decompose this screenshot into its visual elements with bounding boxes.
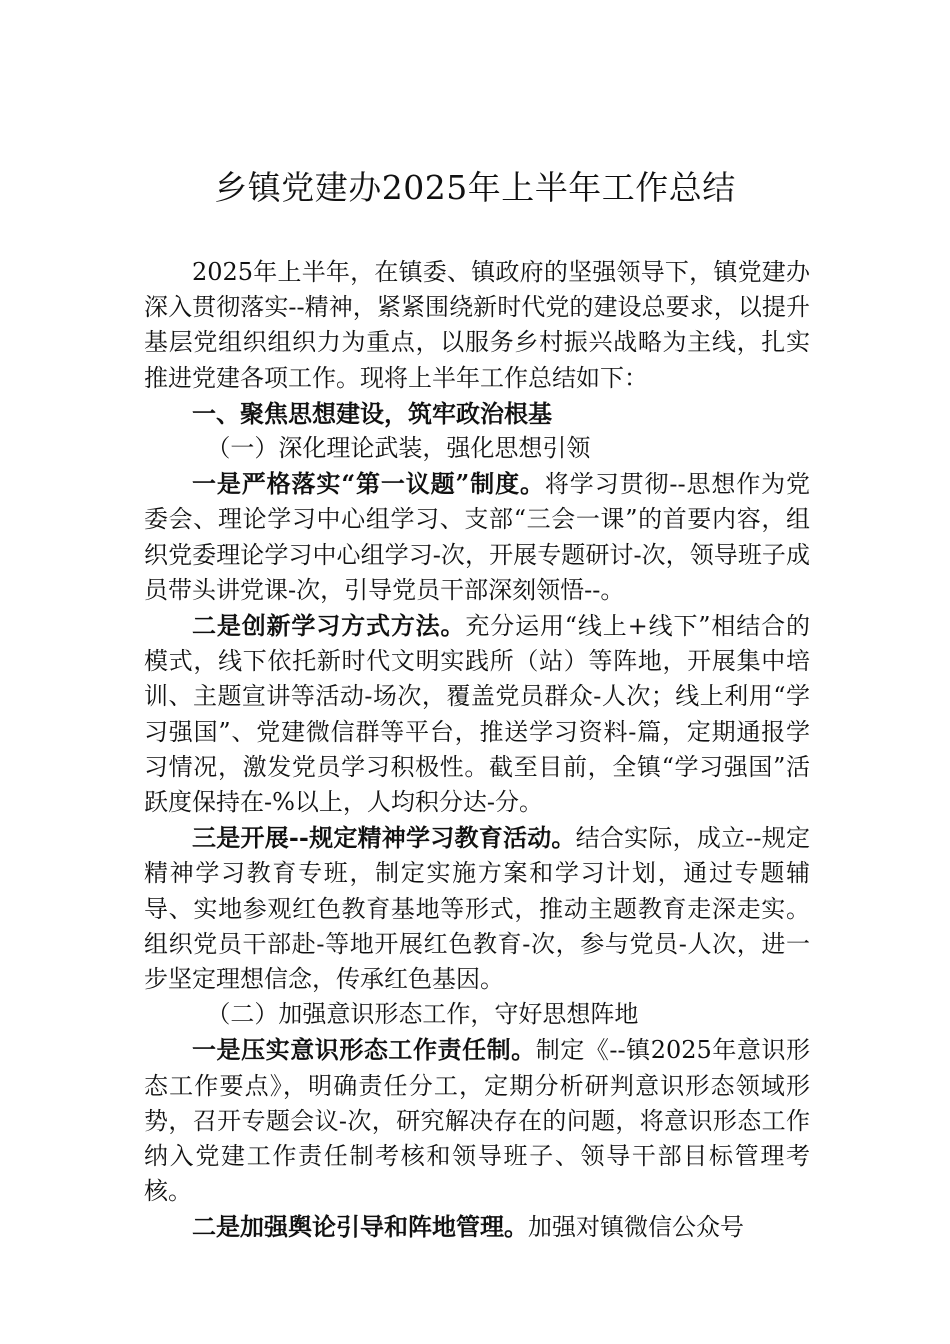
subsection-heading-2: （二）加强意识形态工作，守好思想阵地 xyxy=(206,1000,639,1029)
intro-paragraph: 2025年上半年，在镇委、镇政府的坚强领导下，镇党建办深入贯彻落实--精神，紧紧围绕新时代党的建设总要求，以提升基层党组织组织力为重点，以服务乡村振兴战略为主线，扎实推进党建各项工作。现将上半年工作总结如下： xyxy=(144,258,810,392)
subsection-heading-1: （一）深化理论武装，强化思想引领 xyxy=(206,434,591,463)
paragraph-text: 制定《--镇2025年意识形态工作要点》，明确责任分工，定期分析研判意识形态领域形势，召开专题会议-次，研究解决存在的问题，将意识形态工作纳入党建工作责任制考核和领导班子、领导干部目标管理考核。 xyxy=(144,1036,811,1206)
paragraph-text: 结合实际，成立--规定精神学习教育专班，制定实施方案和学习计划，通过专题辅导、实地参观红色教育基地等形式，推动主题教育走深走实。组织党员干部赴-等地开展红色教育-次，参与党员-人次，进一步坚定理想信念，传承红色基因。 xyxy=(144,824,810,994)
body-paragraph xyxy=(144,608,810,820)
paragraph-lead: 三是开展--规定精神学习教育活动。 xyxy=(192,823,576,853)
body-paragraph xyxy=(144,1032,810,1209)
body-paragraph xyxy=(144,820,810,997)
document-title: 乡镇党建办2025年上半年工作总结 xyxy=(214,168,736,207)
body-paragraph xyxy=(144,466,810,608)
paragraph-lead: 一是严格落实“第一议题”制度。 xyxy=(192,469,545,499)
paragraph-text: 加强对镇微信公众号 xyxy=(528,1213,744,1242)
document-body xyxy=(144,255,810,1246)
paragraph-lead: 二是加强舆论引导和阵地管理。 xyxy=(192,1212,528,1242)
paragraph-text: 充分运用“线上+线下”相结合的模式，线下依托新时代文明实践所（站）等阵地，开展集中培训、主题宣讲等活动-场次，覆盖党员群众-人次；线上利用“学习强国”、党建微信群等平台，推送学习资料-篇，定期通报学习情况，激发党员学习积极性。截至目前，全镇“学习强国”活跃度保持在-%以上，人均积分达-分。 xyxy=(144,612,810,817)
paragraph-text: 将学习贯彻--思想作为党委会、理论学习中心组学习、支部“三会一课”的首要内容，组织党委理论学习中心组学习-次，开展专题研讨-次，领导班子成员带头讲党课-次，引导党员干部深刻领悟--。 xyxy=(144,470,811,604)
section-heading-1: 一、聚焦思想建设，筑牢政治根基 xyxy=(192,398,552,428)
body-paragraph xyxy=(144,1209,810,1245)
paragraph-lead: 二是创新学习方式方法。 xyxy=(192,611,466,641)
paragraph-lead: 一是压实意识形态工作责任制。 xyxy=(192,1035,536,1065)
